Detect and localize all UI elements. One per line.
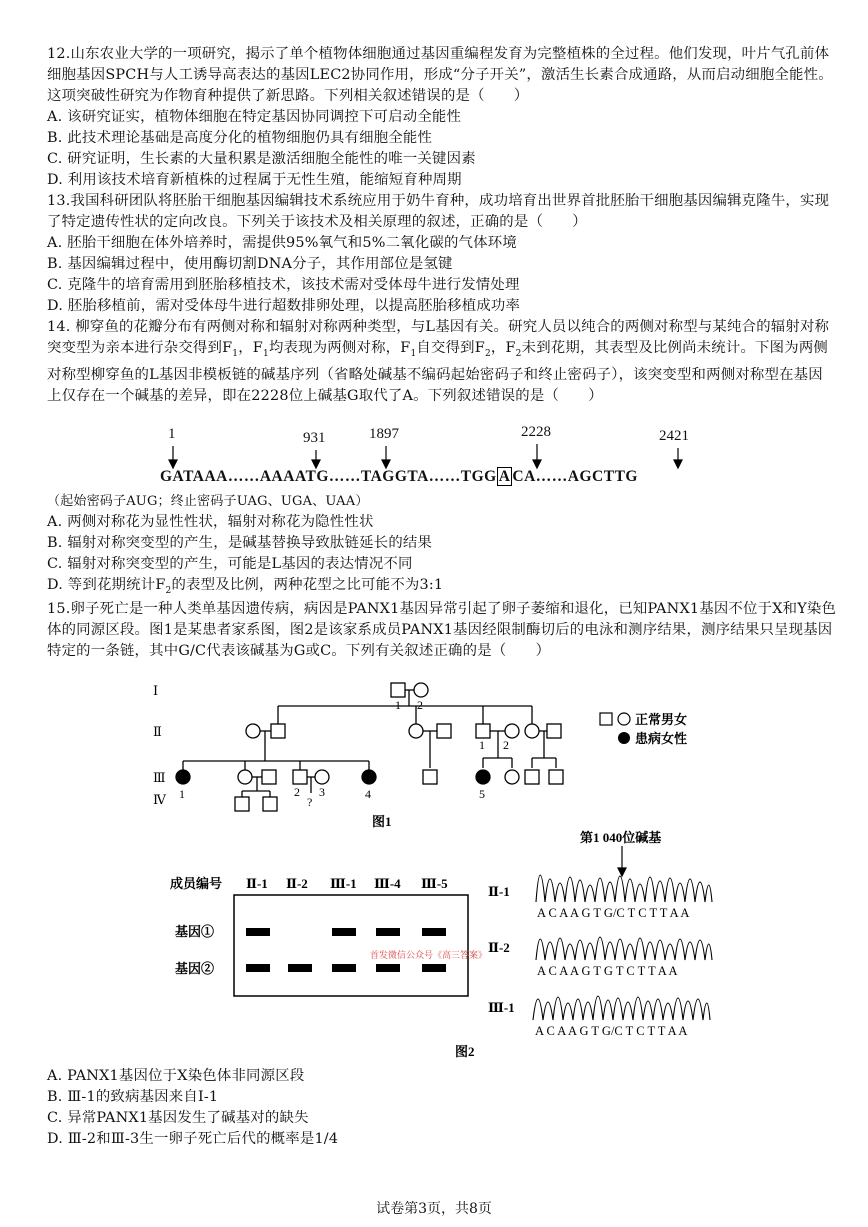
q12-option-d: D. 利用该技术培育新植株的过程属于无性生殖，能缩短育种周期: [47, 172, 462, 188]
gene-2-band: [376, 964, 400, 972]
gene-2-band: [288, 964, 312, 972]
q12-stem: 12.山东农业大学的一项研究，揭示了单个植物体细胞通过基因重编程发育为完整植株的全过程。他们发现，叶片气孔前体细胞基因SPCH与人工诱导高表达的基因LEC2协同作用，形成“分子开关”，激活生长素合成通路，从而启动细胞全能性。这项突破性研究为作物育种提供了新思路。下列相关叙述错误的是（ ）: [47, 46, 833, 104]
member-header: 成员编号: [170, 876, 223, 891]
q15-option-b: B. Ⅲ-1的致病基因来自Ⅰ-1: [47, 1089, 219, 1105]
fig1-caption: 图1: [372, 814, 392, 828]
label-III-4: 4: [365, 787, 371, 801]
sequence-figure: [160, 426, 720, 488]
question-15: [47, 599, 837, 662]
label-III-2: 2: [294, 785, 300, 799]
q13-option-d: D. 胚胎移植前，需对受体母牛进行超数排卵处理，以提高胚胎移植成功率: [47, 298, 521, 314]
q14-option-d: D. 等到花期统计$F_2$的表型及比例，两种花型之比可能不为3:1: [47, 577, 444, 596]
legend-normal: 正常男女: [635, 712, 688, 727]
base-1040-label: 第1 040位碱基: [580, 830, 662, 845]
electrophoresis-figure: [0, 828, 868, 1063]
q12-option-c: C. 研究证明，生长素的大量积累是激活细胞全能性的唯一关键因素: [47, 151, 476, 167]
member-III-5: Ⅲ-5: [421, 876, 448, 891]
q12-option-a: A. 该研究证实，植物体细胞在特定基因协同调控下可启动全能性: [47, 109, 462, 125]
trace-seq-II-2: A C A A G T G T C T T A A: [537, 964, 678, 978]
label-I-1: 1: [395, 698, 401, 712]
watermark: 首发微信公众号《高三答案》: [370, 950, 488, 960]
q13-stem: 13.我国科研团队将胚胎干细胞基因编辑技术系统应用于奶牛育种，成功培育出世界首批胚胎干细胞基因编辑克隆牛，实现了特定遗传性状的定向改良。下列关于该技术及相关原理的叙述，正确的是（ ）: [47, 193, 830, 230]
position-1: 1: [168, 426, 176, 442]
q13-option-b: B. 基因编辑过程中，使用酶切割DNA分子，其作用部位是氢键: [47, 256, 453, 272]
pedigree-legend: [600, 712, 687, 746]
position-1897: 1897: [369, 426, 399, 442]
gene-sequence: GATAAA……AAAATG……TAGGTA……TGG A CA……AGCTTG: [160, 468, 638, 485]
trace-label-II-2: Ⅱ-2: [488, 940, 510, 955]
pedigree-figure: [0, 678, 868, 828]
question-14-options: [47, 491, 837, 602]
q14-option-a: A. 两侧对称花为显性性状，辐射对称花为隐性性状: [47, 514, 374, 530]
gene-1-band: [422, 928, 446, 936]
gene-1-band: [246, 928, 270, 936]
q15-option-c: C. 异常PANX1基因发生了碱基对的缺失: [47, 1110, 309, 1126]
gene-2-label: 基因②: [175, 961, 215, 976]
codon-note: （起始密码子AUG；终止密码子UAG、UGA、UAA）: [47, 494, 369, 509]
q12-option-b: B. 此技术理论基础是高度分化的植物细胞仍具有细胞全能性: [47, 130, 433, 146]
unknown-child: ?: [307, 795, 313, 809]
mutation-site: A: [498, 468, 511, 485]
member-II-2: Ⅱ-2: [286, 876, 308, 891]
position-2228: 2228: [521, 424, 551, 440]
question-13: [47, 191, 837, 317]
trace-label-III-1: Ⅲ-1: [488, 1000, 515, 1015]
q13-option-a: A. 胚胎干细胞在体外培养时，需提供95%氧气和5%二氧化碳的气体环境: [47, 235, 517, 251]
page-footer: 试卷第3页，共8页: [376, 1201, 492, 1217]
member-III-1: Ⅲ-1: [330, 876, 357, 891]
trace-seq-II-1: A C A A G T G/C T C T T A A: [537, 906, 690, 920]
gen-label-2: Ⅱ: [153, 724, 162, 739]
fig2-caption: 图2: [455, 1044, 475, 1059]
position-931: 931: [303, 430, 326, 446]
legend-affected: 患病女性: [635, 731, 688, 746]
label-III-1: 1: [179, 787, 185, 801]
q15-option-d: D. Ⅲ-2和Ⅲ-3生一卵子死亡后代的概率是1/4: [47, 1131, 339, 1147]
q14-option-b: B. 辐射对称突变型的产生，是碱基替换导致肽链延长的结果: [47, 535, 433, 551]
position-2421: 2421: [659, 428, 689, 444]
gen-label-3: Ⅲ: [153, 770, 166, 785]
question-12: [47, 44, 837, 191]
gene-1-band: [332, 928, 356, 936]
gene-2-band: [422, 964, 446, 972]
trace-seq-III-1: A C A A G T G/C T C T T A A: [535, 1024, 688, 1038]
gene-1-label: 基因①: [175, 924, 215, 939]
q14-option-c: C. 辐射对称突变型的产生，可能是L基因的表达情况不同: [47, 556, 413, 572]
gel-box: [234, 895, 468, 996]
gen-label-1: Ⅰ: [153, 683, 159, 698]
position-arrows: [160, 426, 720, 472]
gene-1-band: [376, 928, 400, 936]
gene-2-band: [246, 964, 270, 972]
trace-label-II-1: Ⅱ-1: [488, 884, 510, 899]
member-III-4: Ⅲ-4: [374, 876, 401, 891]
q13-option-c: C. 克隆牛的培育需用到胚胎移植技术，该技术需对受体母牛进行发情处理: [47, 277, 520, 293]
label-II-2: 2: [503, 738, 509, 752]
label-III-3: 3: [319, 785, 325, 799]
q15-stem: 15.卵子死亡是一种人类单基因遗传病，病因是PANX1基因异常引起了卵子萎缩和退化，已知PANX1基因不位于X和Y染色体的同源区段。图1是某患者家系图，图2是该家系成员PANX1基因经限制酶切后的电泳和测序结果，测序结果只呈现基因特定的一条链，其中G/C代表该碱基为G或C。下列有关叙述正确的是（ ）: [47, 601, 837, 659]
label-I-2: 2: [417, 698, 423, 712]
label-II-1: 1: [479, 738, 485, 752]
question-15-options: [47, 1066, 837, 1150]
gene-2-band: [332, 964, 356, 972]
gen-label-4: Ⅳ: [153, 792, 166, 807]
label-III-5: 5: [479, 787, 485, 801]
member-II-1: Ⅱ-1: [246, 876, 268, 891]
question-14: [47, 317, 837, 407]
q15-option-a: A. PANX1基因位于X染色体非同源区段: [47, 1068, 305, 1084]
q14-stem: 14. 柳穿鱼的花瓣分布有两侧对称和辐射对称两种类型，与L基因有关。研究人员以纯合的两侧对称型与某纯合的辐射对称突变型为亲本进行杂交得到$F_1$，$F_1$均表现为两侧对称，$F_1$自交得到$F_2$，$F_2$未到花期，其表型及比例尚未统计。下图为两侧对称型柳穿鱼的L基因非模板链的碱基序列（省略处碱基不编码起始密码子和终止密码子），该突变型和两侧对称型在基因上仅存在一个碱基的差异，即在2228位上碱基G取代了A。下列叙述错误的是（ ）: [47, 319, 830, 404]
